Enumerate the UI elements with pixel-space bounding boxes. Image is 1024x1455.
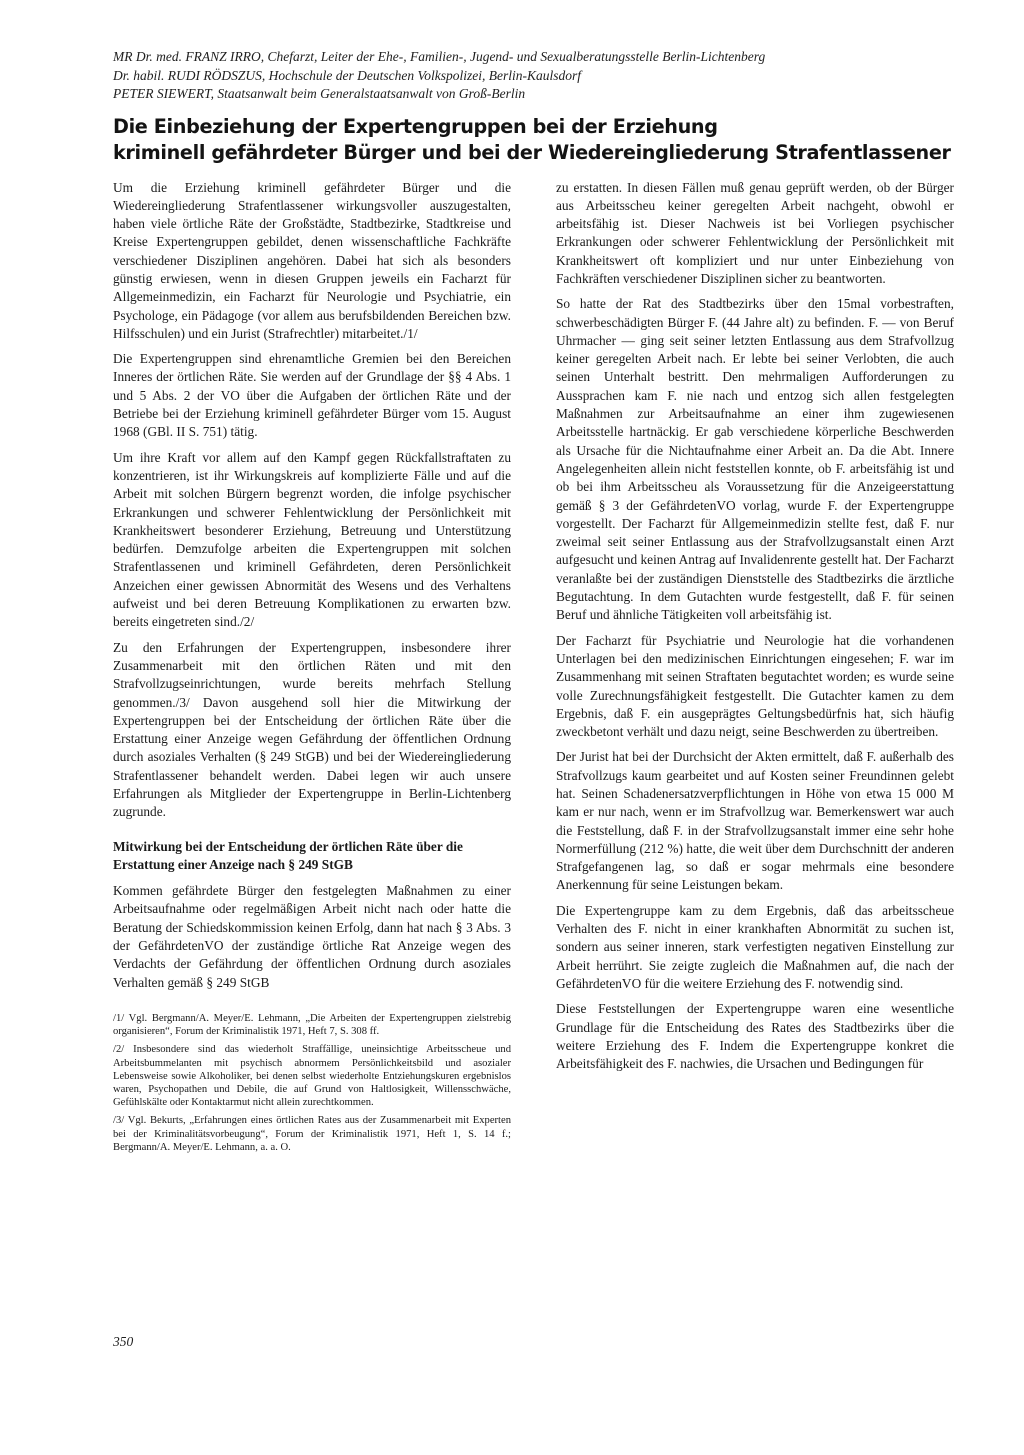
right-column bbox=[556, 179, 954, 1160]
article-title bbox=[113, 114, 954, 166]
body-paragraph: Um ihre Kraft vor allem auf den Kampf gegen Rückfallstraftaten zu konzentrieren, ist ihr Wirkungskreis auf komplizierte Fälle und auf die Arbeit mit solchen Bürgern begrenzt worden, die infolge psychischer Erkrankungen und schwerer Fehlentwicklung der Persönlichkeit mit Krankheitswert besonderer Erziehung, Betreuung und Unterstützung bedürfen. Demzufolge arbeiten die Expertengruppen mit solchen Strafentlassenen und kriminell Gefährdeten, deren Persönlichkeit Anzeichen einer gewissen Abnormität des Wesens und des Verhaltens aufweist und bei deren Betreuung Komplikationen zu erwarten bzw. bereits eingetreten sind./2/ bbox=[113, 449, 511, 630]
body-columns bbox=[113, 179, 954, 1160]
author-line: MR Dr. med. FRANZ IRRO, Chefarzt, Leiter der Ehe-, Familien-, Jugend- und Sexualberatungsstelle Berlin-Lichtenberg bbox=[113, 49, 766, 64]
footnote: /3/ Vgl. Bekurts, „Erfahrungen eines örtlichen Rates aus der Zusammenarbeit mit Experten bei der Kriminalitätsvorbeugung“, Forum der Kriminalistik 1971, Heft 1, S. 14 f.; Bergmann/A. Meyer/E. Lehmann, a. a. O. bbox=[113, 1115, 511, 1153]
footnote: /2/ Insbesondere sind das wiederholt Straffällige, uneinsichtige Arbeitsscheue und Arbeitsbummelanten mit psychisch abnormem Persönlichkeitsbild und asozialer Lebensweise sowie Alkoholiker, bei denen selbst wiederholte Entziehungskuren ergebnislos waren, Psychopathen und Debile, die auf Grund von Haltlosigkeit, Willensschwäche, Gefühlskälte oder Kontaktarmut nicht allein zurechtkommen. bbox=[113, 1044, 511, 1109]
body-paragraph: Zu den Erfahrungen der Expertengruppen, insbesondere ihrer Zusammenarbeit mit den örtlichen Räten und mit den Strafvollzugseinrichtungen, wurde bereits mehrfach Stellung genommen./3/ Davon ausgehend soll hier die Mitwirkung der Expertengruppen bei der Entscheidung der örtlichen Räte über die Erstattung einer Anzeige wegen Gefährdung der öffentlichen Ordnung durch asoziales Verhalten (§ 249 StGB) und bei der Wiedereingliederung Strafentlassener behandelt werden. Dabei legen wir auch unsere Erfahrungen als Mitglieder der Expertengruppe in Berlin-Lichtenberg zugrunde. bbox=[113, 639, 511, 820]
author-block bbox=[113, 48, 954, 104]
footnote: /1/ Vgl. Bergmann/A. Meyer/E. Lehmann, „Die Arbeiten der Expertengruppen zielstrebig organisieren“, Forum der Kriminalistik 1971, Heft 7, S. 308 ff. bbox=[113, 1012, 511, 1038]
body-paragraph: Die Expertengruppe kam zu dem Ergebnis, daß das arbeitsscheue Verhalten des F. nicht in einer krankhaften Abnormität zu suchen ist, sondern aus seiner inneren, stark verfestigten negativen Einstellung zur Arbeit herrührt. Sie zeigte zugleich die Maßnahmen auf, die nach der GefährdetenVO für die weitere Erziehung des F. notwendig sind. bbox=[556, 902, 954, 991]
page-number: 350 bbox=[113, 1334, 134, 1349]
body-paragraph: zu erstatten. In diesen Fällen muß genau geprüft werden, ob der Bürger aus Arbeitsscheu keiner geregelten Arbeit nachgeht, obwohl er arbeitsfähig ist. Dieser Nachweis ist bei Vorliegen psychischer Erkrankungen oder schwerer Fehlentwicklung der Persönlichkeit mit Krankheitswert oft kompliziert und nur unter Einbeziehung von Fachkräften verschiedener Disziplinen sicher zu beantworten. bbox=[556, 179, 954, 286]
article-title-line: kriminell gefährdeter Bürger und bei der Wiedereingliederung Strafentlassener bbox=[113, 140, 951, 164]
footnotes bbox=[113, 1012, 511, 1154]
body-paragraph: Kommen gefährdete Bürger den festgelegten Maßnahmen zu einer Arbeitsaufnahme oder regelmäßigen Arbeit nicht nach oder hatte die Beratung der Schiedskommission keinen Erfolg, dann hat nach § 3 Abs. 3 der GefährdetenVO der zuständige örtliche Rat Anzeige wegen des Verdachts der Gefährdung der öffentlichen Ordnung durch asoziales Verhalten gemäß § 249 StGB bbox=[113, 883, 511, 990]
body-paragraph: So hatte der Rat des Stadtbezirks über den 15mal vorbestraften, schwerbeschädigten Bürger F. (44 Jahre alt) zu befinden. F. — von Beruf Uhrmacher — ging seit seiner letzten Entlassung aus dem Strafvollzug keiner geregelten Arbeit nach. Er lebte bei seiner Verlobten, die auch seinen Unterhalt bestritt. Den mehrmaligen Aufforderungen zu Aussprachen kam F. nie nach und entzog sich allen festgelegten Maßnahmen zur Arbeitsaufnahme an einer ihm zugewiesenen Arbeitsstelle hartnäckig. Er gab verschiedene körperliche Beschwerden als Ursache für die Nichtaufnahme einer Arbeit an. Da die Abt. Innere Angelegenheiten allein nicht feststellen konnte, ob F. arbeitsfähig ist und ob bei ihm Arbeitsscheu als Voraussetzung für die Anzeigeerstattung gemäß § 3 der GefährdetenVO vorlag, wurde F. der Expertengruppe vorgestellt. Der Facharzt für Allgemeinmedizin stellte fest, daß F. nur zweimal seit seiner Entlassung aus der Strafvollzugsanstalt einen Arzt aufgesucht und keinen Antrag auf Invalidenrente gestellt hat. Der Facharzt veranlaßte bei der zuständigen Dienststelle des Stadtbezirks die ärztliche Begutachtung. In dem Gutachten wurde festgestellt, daß F. für seinen Beruf und ähnliche Tätigkeiten voll arbeitsfähig ist. bbox=[556, 296, 954, 623]
author-line: Dr. habil. RUDI RÖDSZUS, Hochschule der Deutschen Volkspolizei, Berlin-Kaulsdorf bbox=[113, 67, 581, 83]
left-column bbox=[113, 179, 511, 1160]
body-paragraph: Der Facharzt für Psychiatrie und Neurologie hat die vorhandenen Unterlagen bei den medizinischen Einrichtungen eingesehen; F. war im Zusammenhang mit seinen Straftaten begutachtet worden; es wurde seine volle Zurechnungsfähigkeit festgestellt. Die Gutachter kamen zu dem Ergebnis, daß F. ein ausgeprägtes Geltungsbedürfnis hat, sich häufig zweckbetont verhält und dazu neigt, seine Beschwerden zu übertreiben. bbox=[556, 632, 954, 740]
section-heading: Mitwirkung bei der Entscheidung der örtlichen Räte über die Erstattung einer Anzeige nach § 249 StGB bbox=[113, 838, 463, 872]
body-paragraph: Die Expertengruppen sind ehrenamtliche Gremien bei den Bereichen Inneres der örtlichen Räte. Sie werden auf der Grundlage der §§ 4 Abs. 1 und 5 Abs. 2 der VO über die Aufgaben der örtlichen Räte und der Betriebe bei der Erziehung kriminell gefährdeter Bürger vom 15. August 1968 (GBl. II S. 751) tätig. bbox=[113, 351, 511, 440]
body-paragraph: Diese Feststellungen der Expertengruppe waren eine wesentliche Grundlage für die Entscheidung des Rates des Stadtbezirks über die weitere Erziehung des F. Indem die Expertengruppe konkret die Arbeitsfähigkeit des F. nachwies, die Ursachen und Bedingungen für bbox=[556, 1001, 954, 1072]
author-line: PETER SIEWERT, Staatsanwalt beim Generalstaatsanwalt von Groß-Berlin bbox=[113, 86, 526, 101]
body-paragraph: Der Jurist hat bei der Durchsicht der Akten ermittelt, daß F. außerhalb des Strafvollzugs kaum gearbeitet und auf Kosten seiner Freundinnen gelebt hat. Seinen Schadenersatzverpflichtungen in Höhe von etwa 15 000 M kam er nur nach, wenn er im Strafvollzug war. Bemerkenswert war auch die Feststellung, daß F. in der Strafvollzugsanstalt immer eine sehr hohe Normerfüllung (212 %) hatte, die weit über dem Durchschnitt der anderen Strafgefangenen lag, so daß er sogar mehrmals eine besondere Anerkennung für seine Leistungen bekam. bbox=[556, 749, 954, 893]
body-paragraph: Um die Erziehung kriminell gefährdeter Bürger und die Wiedereingliederung Strafentlassener wirkungsvoller auszugestalten, haben viele örtliche Räte der Großstädte, Stadtbezirke, Stadtkreise und Kreise Expertengruppen gebildet, denen wissenschaftliche Fachkräfte verschiedener Disziplinen angehören. Dabei hat sich als besonders günstig erwiesen, wenn in diesen Gruppen jeweils ein Facharzt für Allgemeinmedizin, ein Facharzt für Neurologie und Psychiatrie, ein Psychologe, ein Pädagoge (vor allem aus berufsbildenden Bereichen bzw. Hilfsschulen) und ein Jurist (Strafrechtler) mitarbeitet./1/ bbox=[113, 179, 511, 341]
article-title-line: Die Einbeziehung der Expertengruppen bei der Erziehung bbox=[113, 114, 718, 138]
